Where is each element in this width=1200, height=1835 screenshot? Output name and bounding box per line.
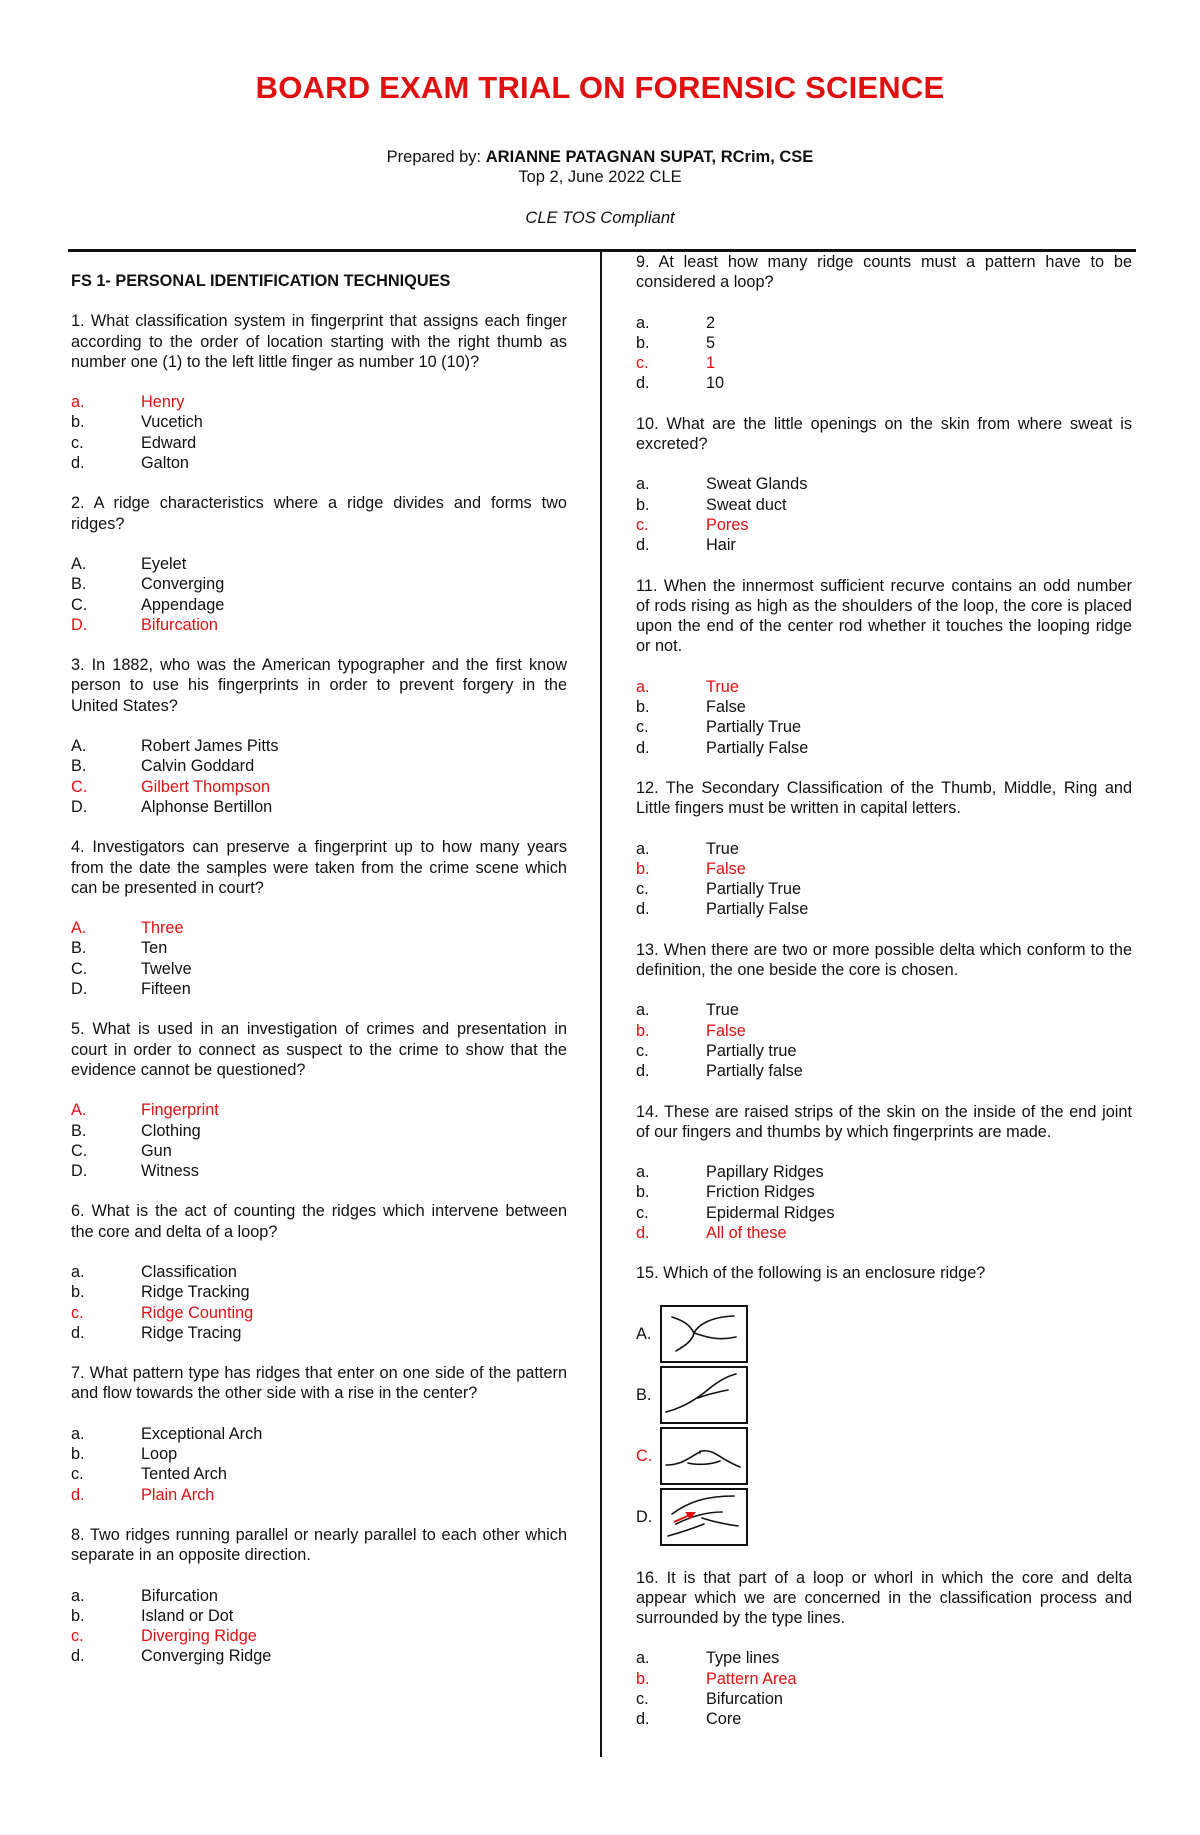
- option-text: Converging Ridge: [141, 1647, 272, 1666]
- option-text: Ten: [141, 939, 168, 958]
- answer-option[interactable]: [636, 333, 1132, 353]
- answer-option[interactable]: [71, 1262, 567, 1282]
- answer-option[interactable]: [636, 353, 1132, 373]
- option-letter: b.: [636, 1669, 650, 1688]
- option-letter: B.: [71, 757, 87, 776]
- option-text: Exceptional Arch: [141, 1424, 263, 1443]
- option-letter: D.: [71, 1162, 88, 1181]
- option-text: Pores: [706, 515, 749, 534]
- answer-option[interactable]: [71, 1444, 567, 1464]
- answer-option[interactable]: [636, 1648, 1132, 1668]
- option-letter: c.: [636, 1203, 649, 1222]
- answer-options: [636, 474, 1132, 555]
- option-letter: b.: [636, 1183, 650, 1202]
- answer-option[interactable]: [71, 1121, 567, 1141]
- option-text: Partially true: [706, 1041, 797, 1060]
- answer-option[interactable]: [636, 879, 1132, 899]
- option-letter: d.: [71, 1647, 85, 1666]
- option-letter: C.: [71, 777, 88, 796]
- question-text: 10. What are the little openings on the skin from where sweat is excreted?: [636, 414, 1132, 454]
- answer-option[interactable]: [71, 979, 567, 999]
- option-letter: b.: [636, 698, 650, 717]
- option-text: Type lines: [706, 1649, 780, 1668]
- question-16: 16. It is that part of a loop or whorl in which the core and delta appear which we are concerned in the classification process and surrounded by the type lines.: [636, 1568, 1132, 1628]
- option-letter: D.: [71, 980, 88, 999]
- option-letter: c.: [636, 515, 649, 534]
- question-text: 6. What is the act of counting the ridges which intervene between the core and delta of a loop?: [71, 1202, 567, 1241]
- option-letter: B.: [71, 1121, 87, 1140]
- option-text: True: [706, 839, 739, 858]
- option-letter: a.: [636, 1649, 650, 1668]
- option-text: Witness: [141, 1162, 199, 1181]
- answer-option[interactable]: [636, 677, 1132, 697]
- option-text: True: [706, 677, 739, 696]
- option-letter: b.: [71, 413, 85, 432]
- answer-option[interactable]: [71, 1626, 567, 1646]
- option-letter: C.: [71, 1141, 88, 1160]
- ridge-sketch-a-icon: [660, 1305, 748, 1363]
- option-letter: B.: [71, 575, 87, 594]
- option-text: 10: [706, 374, 725, 393]
- option-letter: b.: [636, 1021, 650, 1040]
- option-text: Partially False: [706, 900, 809, 919]
- option-letter: b.: [71, 1445, 85, 1464]
- option-letter: c.: [71, 1627, 84, 1646]
- option-text: Henry: [141, 393, 185, 412]
- question-text: 11. When the innermost sufficient recurve contains an odd number of rods rising as high as the shoulders of the loop, the core is placed upon the end of the center rod whether it touches the looping ridge or not.: [636, 576, 1132, 656]
- option-letter: c.: [636, 1041, 649, 1060]
- option-text: Plain Arch: [141, 1485, 215, 1504]
- answer-option[interactable]: [636, 697, 1132, 717]
- question-15-options: [636, 1304, 1132, 1548]
- answer-option[interactable]: [71, 1303, 567, 1323]
- option-letter: a.: [636, 1163, 650, 1182]
- answer-option[interactable]: [71, 412, 567, 432]
- option-letter: c.: [71, 433, 84, 452]
- option-text: Clothing: [141, 1121, 201, 1140]
- answer-option[interactable]: [71, 777, 567, 797]
- page-title: BOARD EXAM TRIAL ON FORENSIC SCIENCE: [255, 70, 945, 105]
- option-letter: c.: [636, 718, 649, 737]
- option-text: Converging: [141, 575, 225, 594]
- option-text: Ridge Tracing: [141, 1323, 242, 1342]
- answer-option[interactable]: [636, 535, 1132, 555]
- right-column: [636, 252, 1132, 1750]
- answer-options: [71, 1424, 567, 1505]
- answer-option[interactable]: [636, 899, 1132, 919]
- answer-options: [636, 839, 1132, 920]
- right-question-list: [636, 252, 1132, 1243]
- column-divider: [600, 252, 602, 1757]
- option-text: Classification: [141, 1262, 237, 1281]
- question-text: 7. What pattern type has ridges that enter on one side of the pattern and flow towards the other side with a rise in the center?: [71, 1364, 567, 1403]
- answer-option[interactable]: [71, 595, 567, 615]
- option-letter: a.: [71, 393, 85, 412]
- prepared-label: Prepared by:: [386, 148, 486, 166]
- answer-option[interactable]: [636, 839, 1132, 859]
- ridge-sketch-c-icon: [660, 1427, 748, 1485]
- question-16-options: [636, 1648, 1132, 1729]
- option-text: Partially False: [706, 738, 809, 757]
- option-text: False: [706, 698, 746, 717]
- section-title: FS 1- PERSONAL IDENTIFICATION TECHNIQUES: [71, 272, 451, 290]
- option-text: Edward: [141, 433, 197, 452]
- option-text: Twelve: [141, 959, 192, 978]
- question-text: 8. Two ridges running parallel or nearly parallel to each other which separate in an opposite direction.: [71, 1525, 567, 1565]
- answer-options: [71, 554, 567, 635]
- answer-options: [71, 1586, 567, 1667]
- prepared-by: [0, 148, 1200, 167]
- answer-option[interactable]: [71, 1646, 567, 1666]
- left-question-list: [71, 311, 567, 1666]
- option-text: Bifurcation: [141, 615, 218, 634]
- option-text: Tented Arch: [141, 1465, 227, 1484]
- option-letter: b.: [71, 1283, 85, 1302]
- answer-option[interactable]: [636, 1669, 1132, 1689]
- option-letter: b.: [636, 495, 650, 514]
- image-option-b[interactable]: [636, 1365, 1132, 1426]
- option-text: Epidermal Ridges: [706, 1203, 835, 1222]
- option-text: Friction Ridges: [706, 1183, 815, 1202]
- answer-option[interactable]: [636, 1182, 1132, 1202]
- option-letter: b.: [71, 1606, 85, 1625]
- option-text: Partially false: [706, 1062, 803, 1081]
- ridge-sketch-b-icon: [660, 1366, 748, 1424]
- answer-option[interactable]: [71, 554, 567, 574]
- answer-option[interactable]: [636, 1709, 1132, 1729]
- option-text: Pattern Area: [706, 1669, 797, 1688]
- question-text: 1. What classification system in fingerprint that assigns each finger according to the order of location starting with the right thumb as number one (1) to the left little finger as number 10 (10)?: [71, 312, 567, 371]
- question-text: 5. What is used in an investigation of crimes and presentation in court in order to connect as suspect to the crime to show that the evidence cannot be questioned?: [71, 1020, 567, 1079]
- answer-options: [71, 918, 567, 999]
- answer-option[interactable]: [71, 938, 567, 958]
- answer-option[interactable]: [71, 736, 567, 756]
- answer-option[interactable]: [71, 1323, 567, 1343]
- option-text: Island or Dot: [141, 1606, 234, 1625]
- answer-option[interactable]: [71, 756, 567, 776]
- option-letter: c.: [636, 354, 649, 373]
- option-letter: A.: [71, 919, 87, 938]
- option-text: Core: [706, 1710, 742, 1729]
- answer-option[interactable]: [636, 515, 1132, 535]
- option-text: Partially True: [706, 880, 802, 899]
- answer-option[interactable]: [71, 797, 567, 817]
- option-letter: a.: [636, 1001, 650, 1020]
- option-letter: b.: [636, 859, 650, 878]
- answer-option[interactable]: [636, 738, 1132, 758]
- answer-options: [71, 1262, 567, 1343]
- option-letter: D.: [636, 1507, 653, 1526]
- option-letter: a.: [71, 1424, 85, 1443]
- answer-options: [636, 313, 1132, 394]
- question-text: 9. At least how many ridge counts must a pattern have to be considered a loop?: [636, 253, 1132, 292]
- answer-options: [71, 736, 567, 817]
- answer-option[interactable]: [71, 1606, 567, 1626]
- answer-option[interactable]: [636, 1223, 1132, 1243]
- left-column: [71, 271, 567, 1687]
- answer-options: [636, 677, 1132, 758]
- answer-option[interactable]: [636, 1061, 1132, 1081]
- answer-option[interactable]: [636, 313, 1132, 333]
- answer-option[interactable]: [71, 1485, 567, 1505]
- option-text: Papillary Ridges: [706, 1163, 824, 1182]
- option-letter: d.: [71, 454, 85, 473]
- option-text: False: [706, 859, 746, 878]
- option-text: Sweat Glands: [706, 475, 808, 494]
- question-text: 2. A ridge characteristics where a ridge divides and forms two ridges?: [71, 494, 567, 533]
- option-text: True: [706, 1001, 739, 1020]
- ridge-sketch-d-icon: [660, 1488, 748, 1546]
- option-text: Gun: [141, 1141, 172, 1160]
- option-letter: a.: [71, 1586, 85, 1605]
- option-letter: D.: [71, 797, 88, 816]
- question-text: 12. The Secondary Classification of the Thumb, Middle, Ring and Little fingers must be written in capital letters.: [636, 778, 1132, 818]
- option-letter: c.: [71, 1303, 84, 1322]
- option-letter: c.: [636, 1690, 649, 1709]
- option-letter: d.: [636, 1710, 650, 1729]
- option-letter: D.: [71, 615, 88, 634]
- answer-options: [636, 1162, 1132, 1243]
- image-option-d[interactable]: [636, 1487, 1132, 1548]
- option-letter: A.: [71, 554, 87, 573]
- answer-option[interactable]: [71, 1424, 567, 1444]
- exam-subtitle: Top 2, June 2022 CLE: [518, 168, 682, 186]
- option-text: Calvin Goddard: [141, 757, 255, 776]
- option-letter: a.: [636, 677, 650, 696]
- answer-option[interactable]: [636, 1021, 1132, 1041]
- option-letter: d.: [636, 738, 650, 757]
- option-letter: A.: [636, 1324, 652, 1343]
- option-text: Fifteen: [141, 980, 191, 999]
- option-letter: C.: [71, 959, 88, 978]
- question-text: 4. Investigators can preserve a fingerprint up to how many years from the date the samples were taken from the crime scene which can be presented in court?: [71, 838, 567, 897]
- option-letter: C.: [636, 1446, 653, 1465]
- option-letter: d.: [636, 374, 650, 393]
- option-letter: c.: [636, 880, 649, 899]
- option-text: Appendage: [141, 595, 225, 614]
- answer-option[interactable]: [636, 717, 1132, 737]
- option-text: Diverging Ridge: [141, 1627, 257, 1646]
- option-letter: d.: [71, 1323, 85, 1342]
- question-text: 3. In 1882, who was the American typographer and the first know person to use his fingerprints in order to prevent forgery in the United States?: [71, 656, 567, 715]
- option-text: Sweat duct: [706, 495, 787, 514]
- option-text: All of these: [706, 1223, 787, 1242]
- option-text: False: [706, 1021, 746, 1040]
- answer-option[interactable]: [636, 495, 1132, 515]
- question-15: 15. Which of the following is an enclosure ridge?: [636, 1264, 986, 1283]
- option-text: Partially True: [706, 718, 802, 737]
- author-name: ARIANNE PATAGNAN SUPAT, RCrim, CSE: [485, 148, 814, 166]
- image-option-a[interactable]: [636, 1304, 1132, 1365]
- answer-option[interactable]: [71, 1586, 567, 1606]
- answer-options: [71, 392, 567, 473]
- option-text: Three: [141, 919, 184, 938]
- option-text: Loop: [141, 1445, 178, 1464]
- option-letter: d.: [636, 1223, 650, 1242]
- option-letter: a.: [71, 1262, 85, 1281]
- answer-option[interactable]: [71, 1282, 567, 1302]
- option-text: Alphonse Bertillon: [141, 797, 273, 816]
- image-option-c[interactable]: [636, 1426, 1132, 1487]
- option-text: Bifurcation: [706, 1690, 783, 1709]
- option-letter: d.: [636, 536, 650, 555]
- compliance-note: CLE TOS Compliant: [525, 209, 675, 227]
- answer-option[interactable]: [636, 1689, 1132, 1709]
- option-text: Fingerprint: [141, 1101, 219, 1120]
- answer-option[interactable]: [636, 1203, 1132, 1223]
- answer-option[interactable]: [636, 859, 1132, 879]
- option-text: Vucetich: [141, 413, 203, 432]
- option-text: Bifurcation: [141, 1586, 218, 1605]
- answer-option[interactable]: [71, 615, 567, 635]
- question-text: 13. When there are two or more possible delta which conform to the definition, the one beside the core is chosen.: [636, 940, 1132, 980]
- option-letter: C.: [71, 595, 88, 614]
- answer-options: [71, 1100, 567, 1181]
- option-letter: a.: [636, 313, 650, 332]
- option-text: Robert James Pitts: [141, 737, 279, 756]
- answer-option[interactable]: [636, 1162, 1132, 1182]
- question-text: 14. These are raised strips of the skin on the inside of the end joint of our fingers and thumbs by which fingerprints are made.: [636, 1102, 1132, 1141]
- option-letter: a.: [636, 839, 650, 858]
- answer-option[interactable]: [71, 453, 567, 473]
- option-letter: d.: [636, 900, 650, 919]
- answer-option[interactable]: [636, 1000, 1132, 1020]
- answer-options: [636, 1000, 1132, 1081]
- option-text: Galton: [141, 454, 189, 473]
- answer-option[interactable]: [71, 1141, 567, 1161]
- answer-option[interactable]: [636, 1041, 1132, 1061]
- option-letter: d.: [636, 1062, 650, 1081]
- option-text: 1: [706, 354, 716, 373]
- option-text: Eyelet: [141, 554, 187, 573]
- answer-option[interactable]: [636, 373, 1132, 393]
- answer-option[interactable]: [71, 392, 567, 412]
- option-letter: B.: [636, 1385, 652, 1404]
- answer-option[interactable]: [71, 959, 567, 979]
- option-letter: A.: [71, 737, 87, 756]
- option-letter: A.: [71, 1101, 87, 1120]
- answer-option[interactable]: [71, 1100, 567, 1120]
- answer-option[interactable]: [71, 574, 567, 594]
- option-letter: b.: [636, 333, 650, 352]
- answer-option[interactable]: [71, 433, 567, 453]
- option-text: 2: [706, 313, 716, 332]
- option-letter: a.: [636, 475, 650, 494]
- answer-option[interactable]: [71, 918, 567, 938]
- answer-option[interactable]: [71, 1464, 567, 1484]
- option-text: Ridge Counting: [141, 1303, 254, 1322]
- option-text: Ridge Tracking: [141, 1283, 250, 1302]
- answer-option[interactable]: [636, 474, 1132, 494]
- answer-option[interactable]: [71, 1161, 567, 1181]
- option-text: Hair: [706, 536, 736, 555]
- option-text: 5: [706, 333, 716, 352]
- option-letter: B.: [71, 939, 87, 958]
- option-text: Gilbert Thompson: [141, 777, 271, 796]
- option-letter: c.: [71, 1465, 84, 1484]
- option-letter: d.: [71, 1485, 85, 1504]
